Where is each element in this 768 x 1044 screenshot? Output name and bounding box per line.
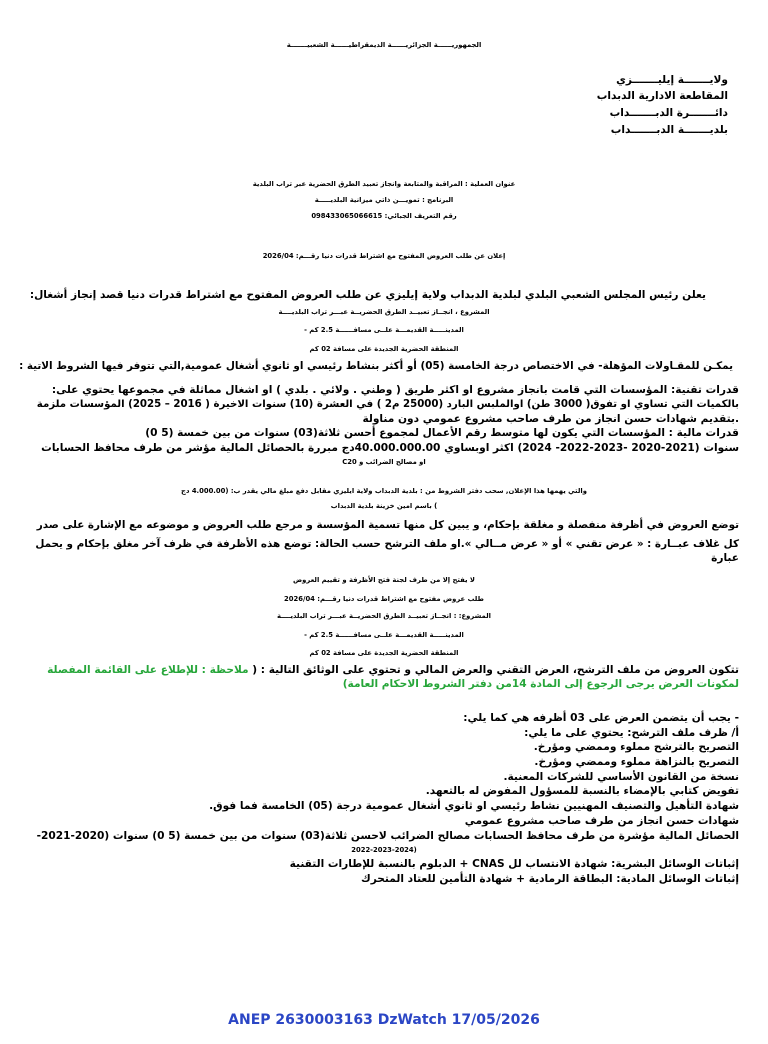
commune-line: بلديـــــــة الدبـــــــداب <box>610 124 728 136</box>
outer-envelope-line-2: طلب عروض مفتوح مع اشتراط قدرات دنيا رقـــم: 2026/04 <box>284 595 484 603</box>
requirement-item: أ/ ظرف ملف الترشح: يحتوي على ما يلي: <box>524 727 739 739</box>
technical-line-3: .بتقديم شهادات حسن انجاز من طرف صاحب مشروع عمومي دون مناولة <box>362 413 739 425</box>
requirement-item: - يجب أن يتضمن العرض على 03 أظرفه هي كما يلي: <box>463 712 739 724</box>
daira-admin-line: المقاطعة الادارية الدبداب <box>596 90 728 102</box>
operation-title: عنوان العملية : المراقبة والمتابعة وانجاز تعبيد الطرق الحضرية عبر تراب البلدية <box>252 180 516 188</box>
program-line: البرنامج : تمويـــن ذاتي ميزانية البلديـــــة <box>314 196 454 204</box>
project-line-3: المنطقة الحضرية الجديدة على مسافة 02 كم <box>309 345 459 353</box>
composition-text: تتكون العروض من ملف الترشح، العرض التقني والعرض المالي و تحتوي على الوثائق التالية : ( <box>252 664 739 676</box>
requirement-item: الحصائل المالية مؤشرة من طرف محافظ الحسابات مصالح الضرائب لاحسن ثلاثة(03) سنوات من بين خمسة (5 0) سنوات (2020-2021- <box>36 830 739 842</box>
requirement-item: التصريح بالنزاهة مملوء وممضي ومؤرخ. <box>534 756 739 768</box>
announcement-title: إعلان عن طلب العروض المفتوح مع اشتراط قدرات دنيا رقـــم: 2026/04 <box>262 252 506 260</box>
daira-line: دائـــــــرة الدبـــــــداب <box>609 107 728 119</box>
requirement-item: نسخة من القانون الأساسي للشركات المعنية. <box>503 771 739 783</box>
requirement-item: 2022-2023-2024) <box>351 846 417 854</box>
anep-footer: ANEP 2630003163 DzWatch 17/05/2026 <box>228 1012 540 1028</box>
envelopes-line-2: كل غلاف عبــارة : « عرض تقني » أو « عرض مــالي ».او ملف الترشح حسب الحالة: توضع هذه الأظرفة في ظرف آخر مغلق بإحكام و يحمل <box>35 538 739 550</box>
technical-line-2: بالكميات التي تساوي او تفوق( 3000 طن) اوالملبس البارد (25000 م2 ) في العشرة (10) سنوات الاخيرة ( 2016 – 2025) المؤسسات ملزمة <box>36 399 739 410</box>
envelopes-line-3: عبارة <box>711 552 739 564</box>
outer-envelope-line-4: المدينـــــة القديمـــة علــى مسافــــــة 2.5 كم - <box>304 631 464 639</box>
republic-title: الجمهوريــــــة الجزائريــــــة الديمقراطيــــــة الشعبيـــــــة <box>286 41 482 49</box>
eligibility-line: يمكـن للمقـاولات المؤهلة- في الاختصاص درجة الخامسة (05) أو أكثر بنشاط رئيسي او ثانوي أشغال عمومية,التي تتوفر فيها الشروط الاتية : <box>19 360 733 372</box>
outer-envelope-line-1: لا يفتح إلا من طرف لجنة فتح الأظرفة و تقييم العروض <box>292 576 475 584</box>
spec-line-2: ) باسم امين خزينة بلدية الدبداب <box>330 502 438 510</box>
requirement-item: إثباتات الوسائل المادية: البطاقة الرمادية + شهادة التأمين للعتاد المتحرك <box>361 873 739 885</box>
composition-note: ملاحظة : للإطلاع على القائمة المفصلة <box>47 664 253 676</box>
technical-line-1: قدرات تقنية: المؤسسات التي قامت بانجاز مشروع او اكثر طريق ( وطني . ولائي . بلدي ) او اشغال مماثلة في مجموعها يحتوي على: <box>51 384 739 396</box>
requirement-item: إثباتات الوسائل البشرية: شهادة الانتساب لل CNAS + الدبلوم بالنسبة للإطارات التقنية <box>289 858 739 870</box>
financial-line-3: او مصالح الضرائب و C20 <box>342 458 426 466</box>
composition-note-line-2: لمكونات العرض يرجى الرجوع إلى المادة 14من دفتر الشروط الاحكام العامة) <box>342 678 739 690</box>
outer-envelope-line-3: المشروع: : انجــاز تعبيــد الطرق الحضريــة عبـــر تراب البلديــــة <box>277 612 491 620</box>
intro-paragraph: يعلن رئيس المجلس الشعبي البلدي لبلدية الدبداب ولاية إيليزي عن طلب العروض المفتوح مع اشتراط قدرات دنيا قصد إنجاز أشغال: <box>29 289 706 301</box>
requirement-item: شهادات حسن انجاز من طرف صاحب مشروع عمومي <box>464 815 739 827</box>
composition-line-1 <box>47 664 739 676</box>
financial-line-1: قدرات مالية : المؤسسات التي يكون لها متوسط رقم الأعمال لمجموع أحسن ثلاثة(03) سنوات من بين خمسة (5 0) <box>145 427 739 439</box>
requirement-item: التصريح بالترشح مملوء وممضي ومؤرخ. <box>533 741 739 753</box>
envelopes-line-1: توضع العروض في أظرفة منفصلة و مغلقة بإحكام، و يبين كل منها تسمية المؤسسة و مرجع طلب العروض و موضوعه مع الإشارة على صدر <box>36 519 739 531</box>
requirement-item: شهادة التأهيل والتصنيف المهنيين نشاط رئيسي او ثانوي أشغال عمومية درجة (05) الخامسة فما فوق. <box>209 800 739 812</box>
tax-id-line: رقم التعريف الجبائي: 098433065066615 <box>311 212 457 220</box>
requirement-item: تفويض كتابي بالإمضاء بالنسبة للمسؤول المفوض له بالتعهد. <box>425 785 739 797</box>
project-line-2: المدينـــــة القديمـــة علــى مسافــــــة 2.5 كم - <box>304 326 464 334</box>
financial-line-2: سنوات (2021-2020 -2023-2022- 2024) اكثر اوبساوي 40.000.000.00دج مبررة بالحصائل المالية مؤشر من طرف محافظ الحسابات <box>41 442 739 454</box>
outer-envelope-line-5: المنطقة الحضرية الجديدة على مسافة 02 كم <box>309 649 459 657</box>
spec-line-1: والتي يهمها هذا الإعلان, سحب دفتر الشروط من : بلدية الدبداب ولاية ايليزي مقابل دفع مبلغ مالي يقدر ب: (4.000.00 دج <box>181 487 587 495</box>
wilaya-line: ولايـــــــة إيليـــــــزي <box>616 74 728 86</box>
project-line-1: المشروع ، انجــاز تعبيــد الطرق الحضريــة عبـــر تراب البلديــــة <box>278 308 490 316</box>
